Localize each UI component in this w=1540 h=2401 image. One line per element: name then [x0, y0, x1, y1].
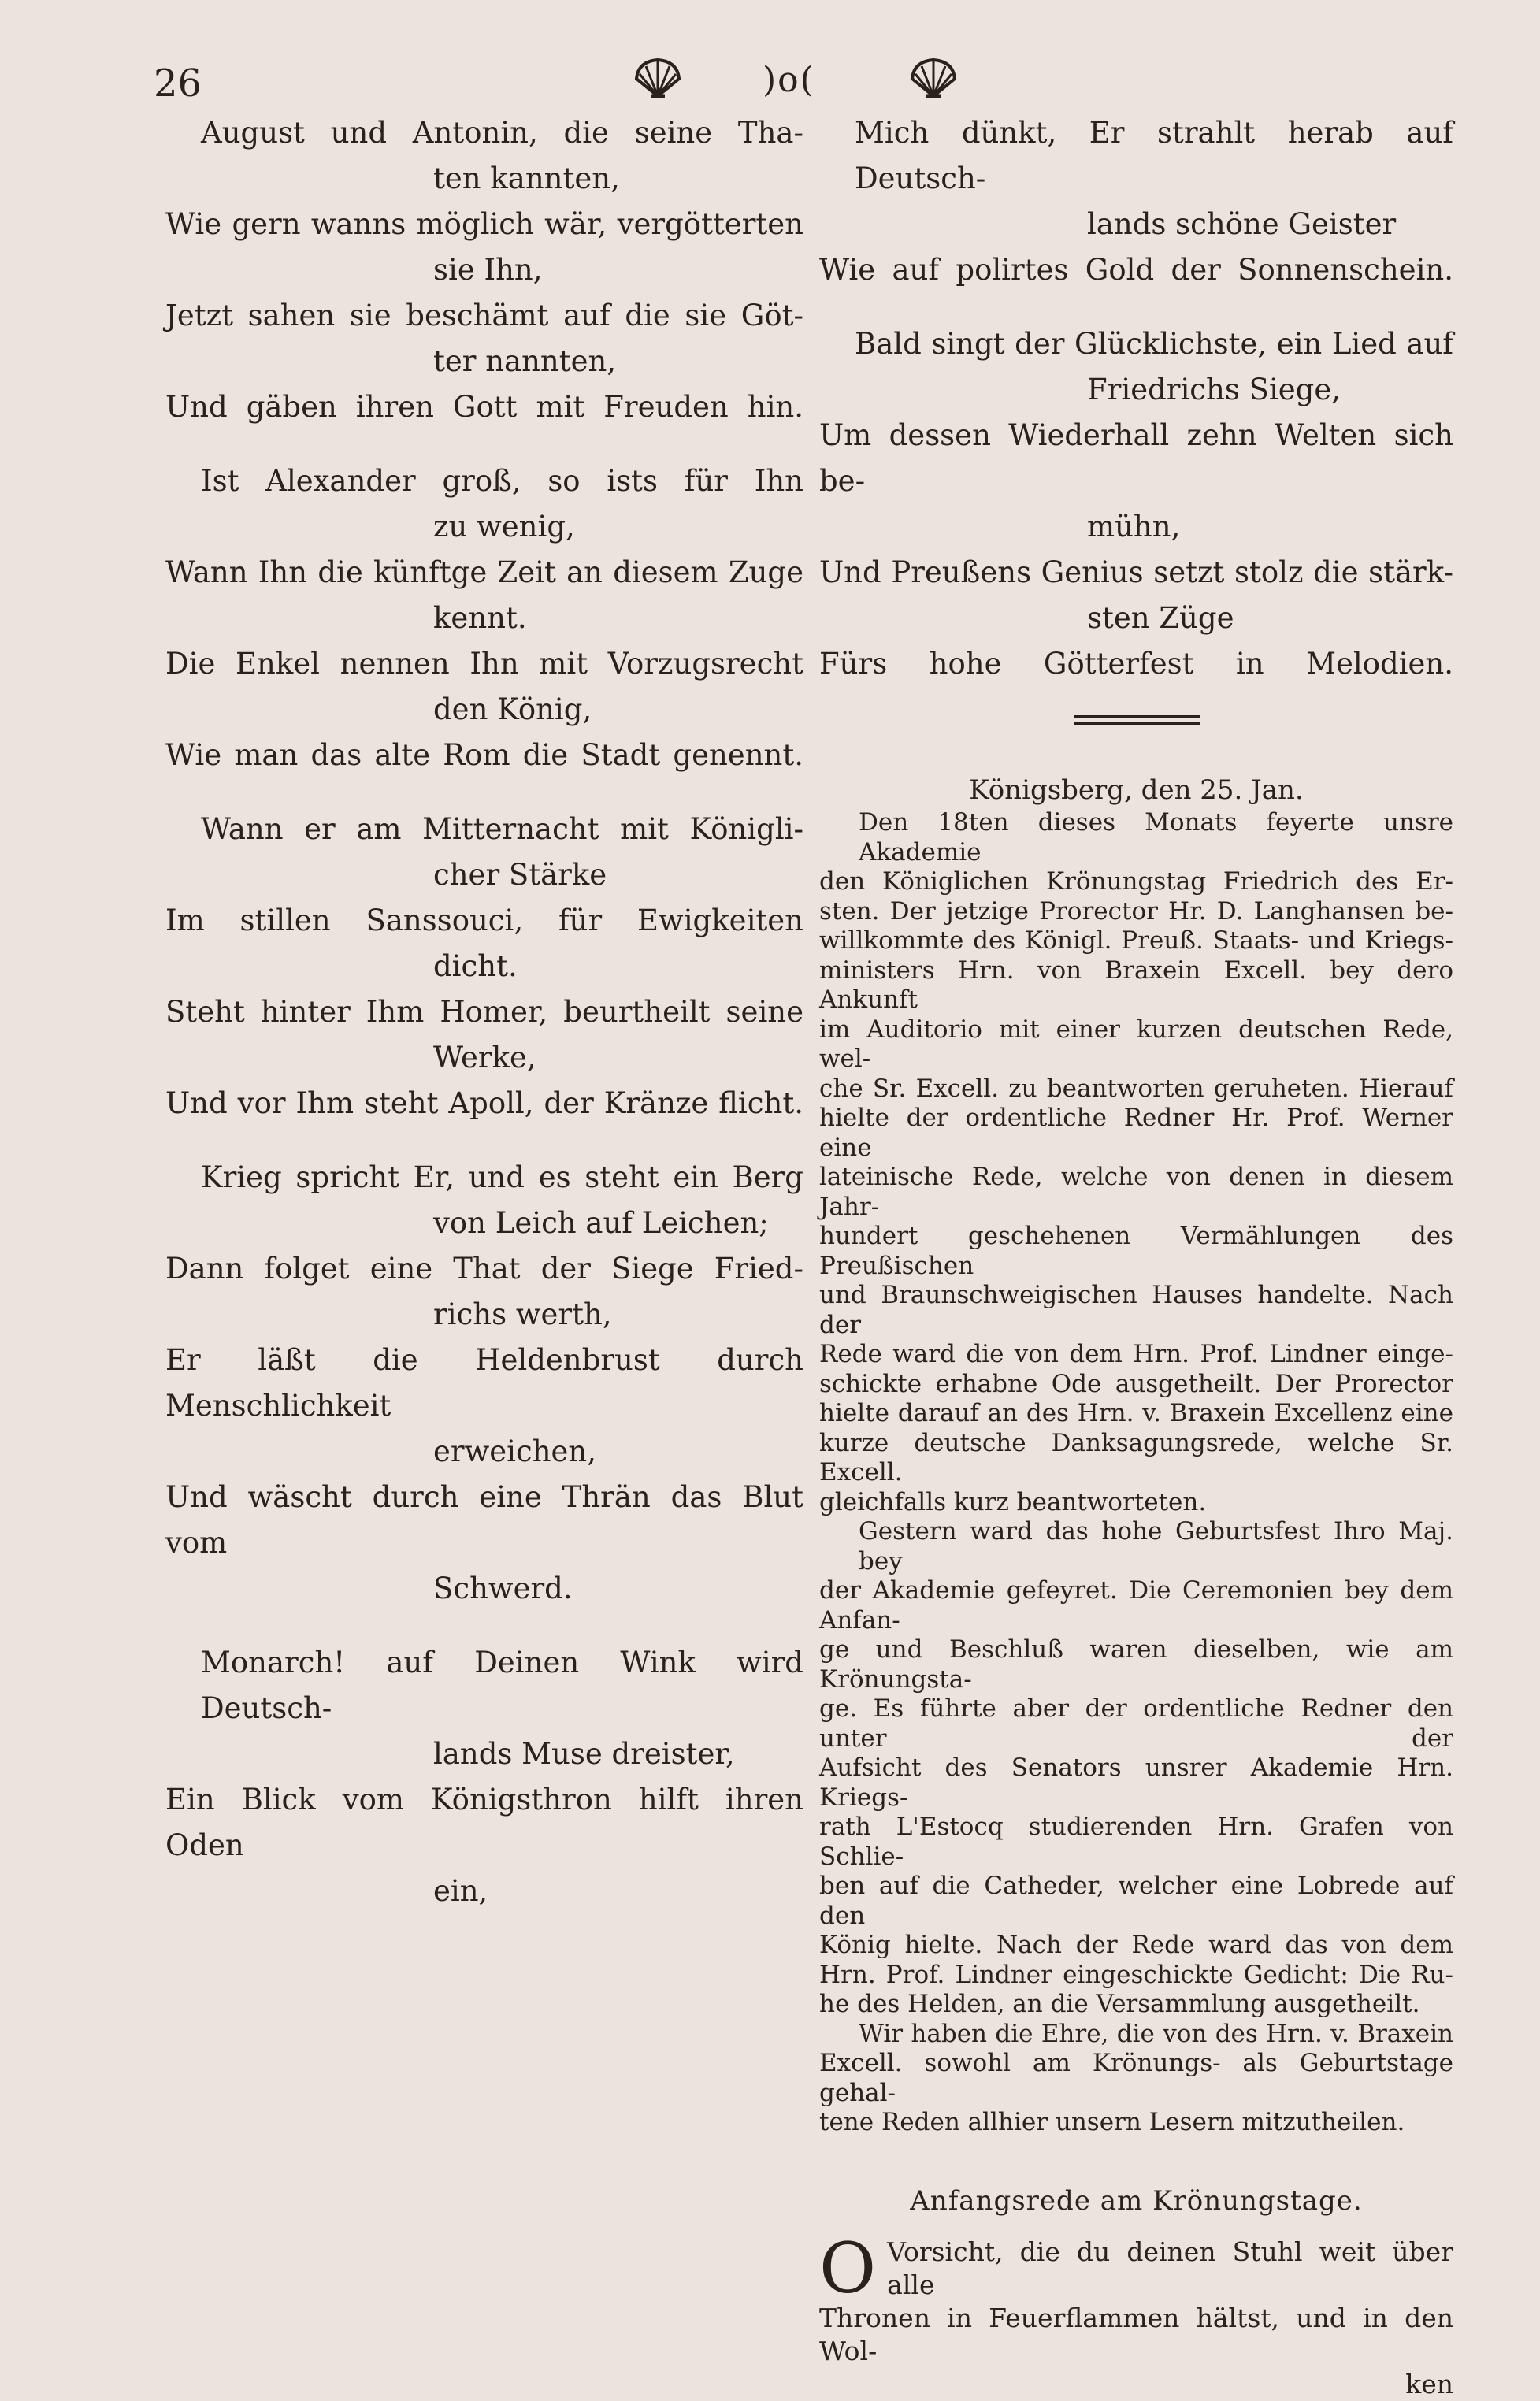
poem-stanza	[819, 321, 1453, 687]
report-line: hundert geschehenen Vermählungen des Preußischen	[819, 1222, 1453, 1280]
poem-line-continuation: sten Züge	[1087, 601, 1234, 635]
report-line: he des Helden, an die Versammlung ausgetheilt.	[819, 1990, 1420, 2018]
poem-line: Steht hinter Ihm Homer, beurtheilt seine	[165, 995, 803, 1029]
report-line: Gestern ward das hohe Geburtsfest Ihro Maj. bey	[859, 1517, 1453, 1575]
report-line: Wir haben die Ehre, die von des Hrn. v. Braxein	[859, 2019, 1453, 2048]
report-line: lateinische Rede, welche von denen in diesem Jahr-	[819, 1163, 1453, 1221]
poem-line: Ein Blick vom Königsthron hilft ihren Oden	[165, 1783, 803, 1862]
report-line: ministers Hrn. von Braxein Excell. bey dero Ankunft	[819, 956, 1453, 1014]
poem-line-continuation: Schwerd.	[433, 1572, 573, 1605]
report-line: ben auf die Catheder, welcher eine Lobrede auf den	[819, 1872, 1453, 1930]
report-line: schickte erhabne Ode ausgetheilt. Der Prorector	[819, 1369, 1453, 1398]
poem-line: Fürs hohe Götterfest in Melodien.	[819, 647, 1453, 681]
shell-ornament-icon	[906, 55, 961, 102]
poem-line-continuation: Friedrichs Siege,	[1087, 373, 1341, 406]
poem-line: Und Preußens Genius setzt stolz die stärk-	[819, 555, 1453, 589]
poem-line: Er läßt die Heldenbrust durch Menschlichkeit	[165, 1343, 803, 1423]
poem-line-continuation: ten kannten,	[433, 161, 620, 195]
poem-line: Wie gern wanns möglich wär, vergötterten	[165, 207, 803, 241]
poem-line: August und Antonin, die seine Tha-	[201, 116, 803, 150]
poem-line: Bald singt der Glücklichste, ein Lied auf	[855, 327, 1453, 361]
poem-stanza	[165, 458, 803, 778]
poem-line: Wie auf polirtes Gold der Sonnenschein.	[819, 253, 1453, 287]
poem-stanza	[819, 110, 1453, 293]
poem-line-continuation: ter nannten,	[433, 344, 617, 378]
right-column-poem	[819, 110, 1453, 687]
report-line: gleichfalls kurz beantworteten.	[819, 1487, 1207, 1516]
report-line: der Akademie gefeyret. Die Ceremonien bey dem Anfan-	[819, 1576, 1453, 1635]
section-divider	[1074, 715, 1200, 725]
report-line: ge. Es führte aber der ordentliche Redner den unter der	[819, 1694, 1453, 1753]
poem-line: Im stillen Sanssouci, für Ewigkeiten	[165, 904, 803, 937]
poem-line: Ist Alexander groß, so ists für Ihn	[201, 464, 803, 498]
poem-line: Wann Ihn die künftge Zeit an diesem Zuge	[165, 555, 803, 589]
report-line: den Königlichen Krönungstag Friedrich des Er-	[819, 867, 1453, 896]
speech-line: Thronen in Feuerflammen hältst, und in den Wol-	[819, 2302, 1453, 2366]
report-line: rath L'Estocq studierenden Hrn. Grafen von Schlie-	[819, 1813, 1453, 1871]
report-line: sten. Der jetzige Prorector Hr. D. Langhansen be-	[819, 896, 1453, 926]
catchword: ken	[1405, 2368, 1453, 2399]
poem-line-continuation: zu wenig,	[433, 510, 575, 544]
poem-line-continuation: dicht.	[433, 949, 518, 983]
center-ornament: )o(	[763, 60, 815, 100]
poem-line: Wie man das alte Rom die Stadt genennt.	[165, 738, 803, 772]
poem-line-continuation: Werke,	[433, 1041, 536, 1074]
poem-line-continuation: lands schöne Geister	[1087, 207, 1397, 241]
poem-line-continuation: mühn,	[1087, 510, 1181, 544]
speech-line: Vorsicht, die du deinen Stuhl weit über alle	[887, 2236, 1453, 2300]
drop-cap: O	[819, 2227, 877, 2309]
poem-line-continuation: den König,	[433, 692, 592, 726]
report-line: Excell. sowohl am Krönungs- als Geburtstage gehal-	[819, 2049, 1453, 2107]
poem-stanza	[165, 1155, 803, 1612]
report-line: Aufsicht des Senators unsrer Akademie Hrn. Kriegs-	[819, 1753, 1453, 1812]
poem-line: Und vor Ihm steht Apoll, der Kränze flicht.	[165, 1086, 803, 1120]
poem-line: Monarch! auf Deinen Wink wird Deutsch-	[201, 1646, 803, 1725]
poem-line-continuation: lands Muse dreister,	[433, 1737, 735, 1771]
poem-line-continuation: richs werth,	[433, 1297, 612, 1331]
news-report	[819, 808, 1453, 2138]
left-column-poem	[165, 110, 803, 1943]
page-header	[0, 55, 1540, 118]
poem-line: Und wäscht durch eine Thrän das Blut vom	[165, 1480, 803, 1560]
poem-stanza	[165, 110, 803, 430]
poem-line-continuation: von Leich auf Leichen;	[433, 1206, 769, 1240]
poem-line-continuation: ein,	[433, 1874, 488, 1908]
report-line: Den 18ten dieses Monats feyerte unsre Akademie	[859, 808, 1453, 867]
poem-line: Und gäben ihren Gott mit Freuden hin.	[165, 390, 803, 424]
right-column	[819, 110, 1453, 2401]
poem-line-continuation: sie Ihn,	[433, 253, 543, 287]
report-line: hielte der ordentliche Redner Hr. Prof. Werner eine	[819, 1104, 1453, 1162]
poem-line: Krieg spricht Er, und es steht ein Berg	[201, 1160, 803, 1194]
poem-line: Mich dünkt, Er strahlt herab auf Deutsch-	[855, 116, 1453, 195]
poem-stanza	[165, 1640, 803, 1914]
report-line: tene Reden allhier unsern Lesern mitzutheilen.	[819, 2108, 1405, 2136]
report-line: ge und Beschluß waren dieselben, wie am Krönungsta-	[819, 1635, 1453, 1694]
report-line: König hielte. Nach der Rede ward das von dem	[819, 1931, 1453, 1959]
poem-stanza	[165, 807, 803, 1126]
shell-ornament-icon	[630, 55, 685, 102]
poem-line: Jetzt sahen sie beschämt auf die sie Göt-	[165, 299, 803, 332]
poem-line: Dann folget eine That der Siege Fried-	[165, 1252, 803, 1286]
report-line: hielte darauf an des Hrn. v. Braxein Excellenz eine	[819, 1399, 1453, 1427]
poem-line: Um dessen Wiederhall zehn Welten sich be-	[819, 418, 1453, 498]
report-line: Rede ward die von dem Hrn. Prof. Lindner einge-	[819, 1340, 1453, 1368]
poem-line: Die Enkel nennen Ihn mit Vorzugsrecht	[165, 647, 803, 681]
speech-heading: Anfangsrede am Krönungstage.	[910, 2184, 1363, 2217]
poem-line: Wann er am Mitternacht mit Königli-	[201, 812, 803, 846]
poem-line-continuation: cher Stärke	[433, 858, 607, 892]
report-line: und Braunschweigischen Hauses handelte. Nach der	[819, 1281, 1453, 1339]
page-number: 26	[154, 61, 202, 106]
poem-line-continuation: kennt.	[433, 601, 527, 635]
dateline: Königsberg, den 25. Jan.	[969, 774, 1304, 806]
speech-opening	[819, 2227, 1453, 2401]
report-line: kurze deutsche Danksagungsrede, welche Sr. Excell.	[819, 1428, 1453, 1486]
report-line: che Sr. Excell. zu beantworten geruheten. Hierauf	[819, 1074, 1453, 1103]
poem-line-continuation: erweichen,	[433, 1434, 597, 1468]
report-line: Hrn. Prof. Lindner eingeschickte Gedicht: Die Ru-	[819, 1960, 1453, 1989]
report-line: willkommte des Königl. Preuß. Staats- und Kriegs-	[819, 926, 1453, 955]
report-line: im Auditorio mit einer kurzen deutschen Rede, wel-	[819, 1015, 1453, 1073]
